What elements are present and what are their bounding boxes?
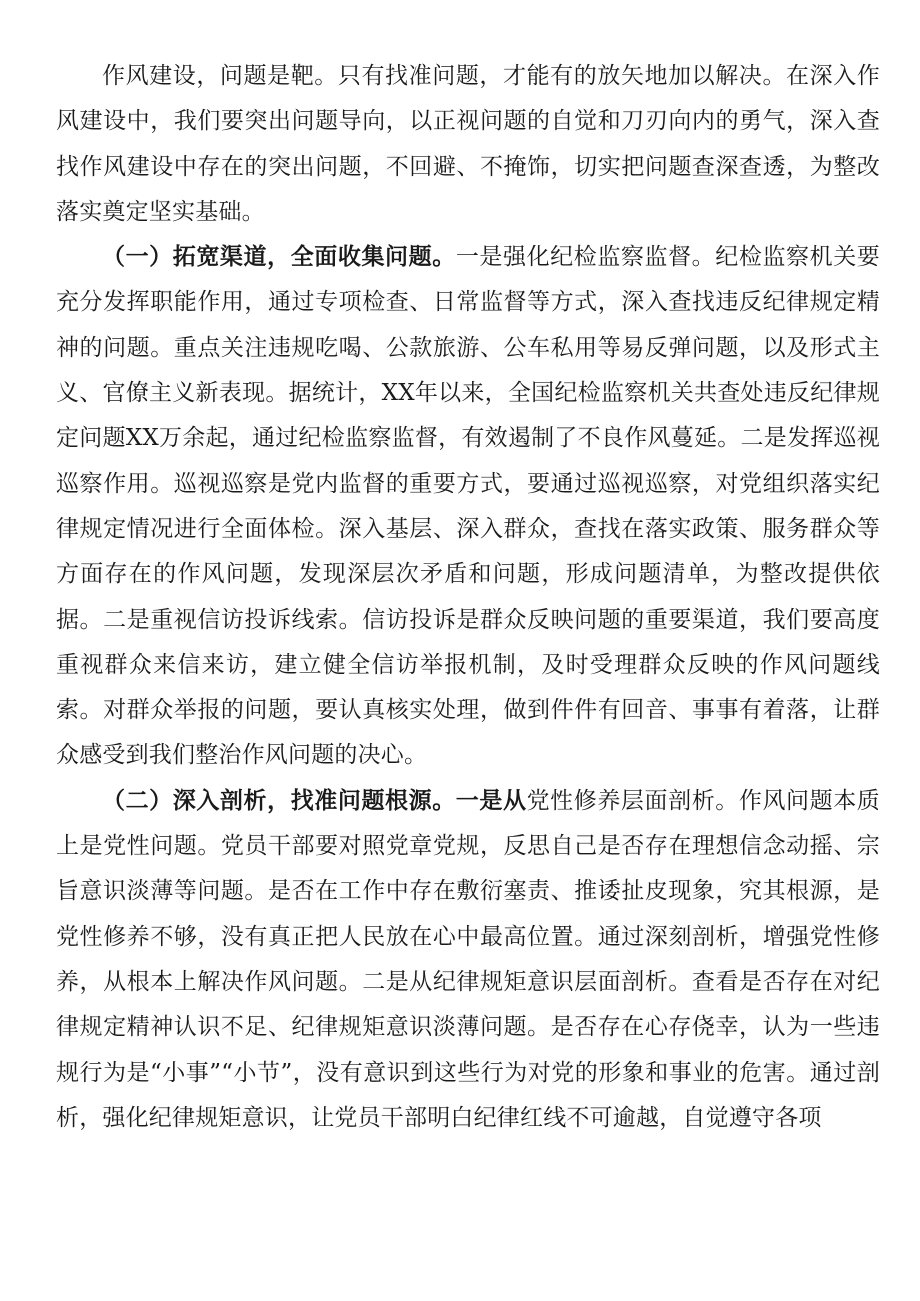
document-page xyxy=(56,54,880,1141)
paragraph-intro xyxy=(56,54,880,235)
paragraph-section-1 xyxy=(56,235,880,779)
paragraph-intro-text: 作风建设，问题是靶。只有找准问题，才能有的放矢地加以解决。在深入作风建设中，我们要突出问题导向，以正视问题的自觉和刀刃向内的勇气，深入查找作风建设中存在的突出问题，不回避、不掩饰，切实把问题查深查透，为整改落实奠定坚实基础。 xyxy=(56,63,880,225)
section-2-heading: （二）深入剖析，找准问题根源。一是从 xyxy=(102,787,527,814)
section-1-heading: （一）拓宽渠道，全面收集问题。 xyxy=(102,244,456,271)
section-1-body: 一是强化纪检监察监督。纪检监察机关要充分发挥职能作用，通过专项检查、日常监督等方式，深入查找违反纪律规定精神的问题。重点关注违规吃喝、公款旅游、公车私用等易反弹问题，以及形式主义、官僚主义新表现。据统计，XX年以来，全国纪检监察机关共查处违反纪律规定问题XX万余起，通过纪检监察监督，有效遏制了不良作风蔓延。二是发挥巡视巡察作用。巡视巡察是党内监督的重要方式，要通过巡视巡察，对党组织落实纪律规定情况进行全面体检。深入基层、深入群众，查找在落实政策、服务群众等方面存在的作风问题，发现深层次矛盾和问题，形成问题清单，为整改提供依据。二是重视信访投诉线索。信访投诉是群众反映问题的重要渠道，我们要高度重视群众来信来访，建立健全信访举报机制，及时受理群众反映的作风问题线索。对群众举报的问题，要认真核实处理，做到件件有回音、事事有着落，让群众感受到我们整治作风问题的决心。 xyxy=(56,244,880,769)
section-2-body: 党性修养层面剖析。作风问题本质上是党性问题。党员干部要对照党章党规，反思自己是否存在理想信念动摇、宗旨意识淡薄等问题。是否在工作中存在敷衍塞责、推诿扯皮现象，究其根源，是党性修养不够，没有真正把人民放在心中最高位置。通过深刻剖析，增强党性修养，从根本上解决作风问题。二是从纪律规矩意识层面剖析。查看是否存在对纪律规定精神认识不足、纪律规矩意识淡薄问题。是否存在心存侥幸，认为一些违规行为是“小事”“小节”，没有意识到这些行为对党的形象和事业的危害。通过剖析，强化纪律规矩意识，让党员干部明白纪律红线不可逾越，自觉遵守各项 xyxy=(56,787,880,1131)
paragraph-section-2 xyxy=(56,779,880,1141)
